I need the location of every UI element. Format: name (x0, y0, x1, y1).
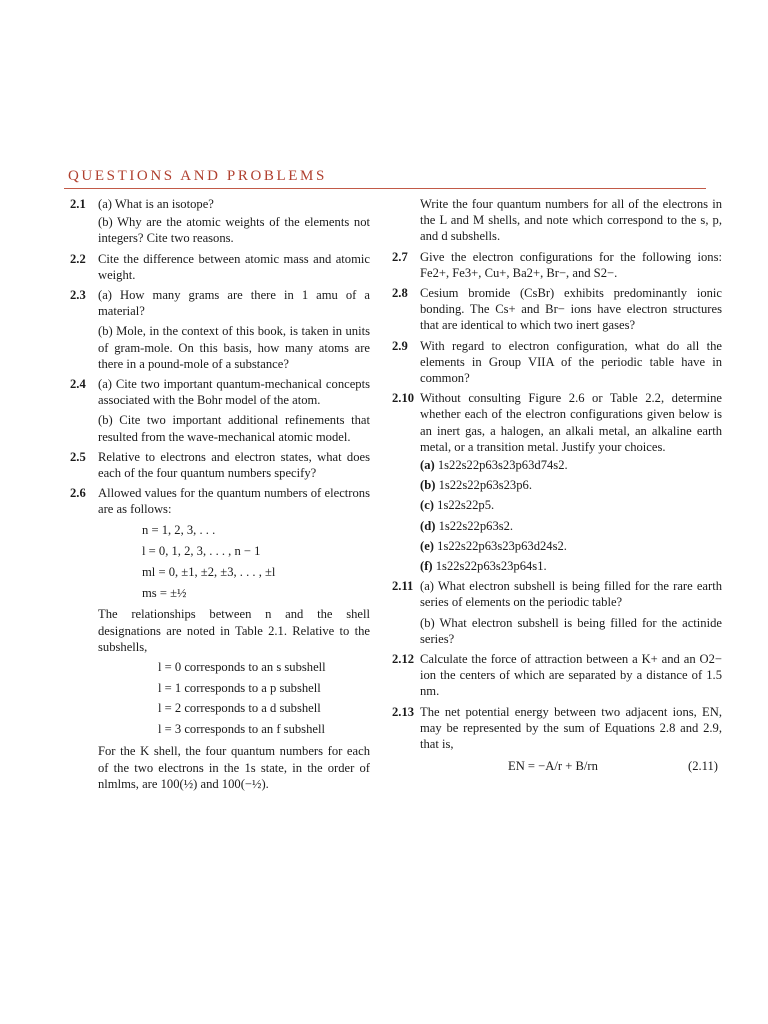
question-2-5 (70, 449, 370, 481)
question-2-2 (70, 251, 370, 283)
question-number: 2.2 (70, 251, 86, 266)
question-part-b: (b) Cite two important additional refinements that resulted from the wave-mechanical atomic model. (98, 413, 370, 444)
option-e-text: 1s22s22p63s23p63d24s2. (437, 538, 567, 553)
question-text: Give the electron configurations for the following ions: Fe2+, Fe3+, Cu+, Ba2+, Br−, and S2−. (420, 249, 722, 280)
question-2-3 (70, 287, 370, 372)
question-text: Allowed values for the quantum numbers of electrons are as follows: (98, 486, 370, 517)
subshell-d: l = 2 corresponds to a d subshell (158, 701, 321, 716)
question-2-6 (70, 485, 370, 792)
question-text: Relative to electrons and electron states, what does each of the four quantum numbers specify? (98, 449, 370, 481)
equation-2-11 (508, 758, 718, 774)
equation-n: n = 1, 2, 3, . . . (142, 522, 216, 537)
option-d: (d) 1s22s22p63s2. (420, 518, 514, 533)
option-f: (f) 1s22s22p63s23p64s1. (420, 559, 547, 574)
question-2-9 (392, 338, 722, 387)
question-text: With regard to electron configuration, what do all the elements in Group VIIA of the periodic table have in common? (420, 338, 722, 386)
equation-number: (2.11) (688, 759, 718, 774)
question-text: The net potential energy between two adjacent ions, EN, may be represented by the sum of Equations 2.8 and 2.9, that is, (420, 704, 722, 752)
question-number: 2.12 (392, 652, 415, 667)
relations-text: The relationships between n and the shell designations are noted in Table 2.1. Relative to the subshells, (98, 607, 370, 654)
option-c: (c) 1s22s22p5. (420, 498, 495, 513)
question-text: Without consulting Figure 2.6 or Table 2.2, determine whether each of the electron configurations given below is an inert gas, a halogen, an alkali metal, an alkaline earth metal, or a transition metal. Justify your choices. (420, 391, 722, 454)
question-part-b: (b) What electron subshell is being filled for the actinide series? (420, 615, 722, 646)
right-column (392, 194, 722, 779)
configuration-options (420, 457, 722, 574)
question-number: 2.6 (70, 486, 86, 501)
question-number: 2.9 (392, 338, 408, 353)
option-e: (e) 1s22s22p63s23p63d24s2. (420, 538, 567, 553)
question-2-6-continued (392, 196, 722, 245)
question-2-1 (70, 196, 370, 247)
question-number: 2.8 (392, 286, 408, 301)
option-f-text: 1s22s22p63s23p64s1. (435, 559, 547, 574)
section-heading: QUESTIONS AND PROBLEMS (68, 168, 327, 184)
k-shell-text: For the K shell, the four quantum numbers for each of the two electrons in the 1s state, in the order of nlmlms, are 100(½) and 100(−½). (98, 744, 370, 791)
question-2-10 (392, 390, 722, 574)
question-2-4 (70, 376, 370, 445)
quantum-number-equations (142, 522, 370, 602)
question-number: 2.10 (392, 391, 415, 406)
question-2-8 (392, 285, 722, 334)
option-a-text: 1s22s22p63s23p63d74s2. (437, 458, 568, 473)
option-b-text: 1s22s22p63s23p6. (438, 478, 532, 493)
question-2-12 (392, 651, 722, 700)
question-2-11 (392, 578, 722, 647)
heading-rule (64, 188, 706, 189)
question-part-a: (a) How many grams are there in 1 amu of a material? (98, 288, 370, 319)
subshell-list (158, 659, 370, 737)
question-number: 2.11 (392, 579, 414, 594)
subshell-s: l = 0 corresponds to an s subshell (158, 660, 326, 675)
subshell-f: l = 3 corresponds to an f subshell (158, 722, 325, 737)
left-column (70, 194, 370, 796)
question-part-a: (a) What electron subshell is being filled for the rare earth series of elements on the periodic table? (420, 579, 722, 610)
question-text: Calculate the force of attraction between a K+ and an O2− ion the centers of which are separated by a distance of 1.5 nm. (420, 652, 722, 699)
question-number: 2.1 (70, 197, 86, 211)
question-part-a: (a) What is an isotope? (98, 197, 214, 211)
question-2-7 (392, 249, 722, 281)
option-b: (b) 1s22s22p63s23p6. (420, 478, 532, 493)
option-a: (a) 1s22s22p63s23p63d74s2. (420, 458, 568, 473)
equation-l: l = 0, 1, 2, 3, . . . , n − 1 (142, 543, 261, 558)
continued-text: Write the four quantum numbers for all of the electrons in the L and M shells, and note which correspond to the s, p, and d subshells. (420, 197, 722, 244)
equation-ms: ms = ±½ (142, 586, 187, 601)
equation-expression: EN = −A/r + B/rn (508, 759, 598, 774)
question-part-b: (b) Mole, in the context of this book, is taken in units of gram-mole. On this basis, how many atoms are there in a pound-mole of a substance? (98, 324, 370, 371)
question-part-b: (b) Why are the atomic weights of the elements not integers? Cite two reasons. (98, 215, 370, 246)
question-part-a: (a) Cite two important quantum-mechanical concepts associated with the Bohr model of the atom. (98, 377, 370, 408)
option-d-text: 1s22s22p63s2. (438, 518, 514, 533)
question-text: Cesium bromide (CsBr) exhibits predominantly ionic bonding. The Cs+ and Br− ions have electron structures that are identical to which two inert gases? (420, 286, 722, 333)
question-text: Cite the difference between atomic mass and atomic weight. (98, 251, 370, 282)
question-number: 2.3 (70, 288, 86, 303)
question-number: 2.4 (70, 377, 86, 392)
equation-ml: ml = 0, ±1, ±2, ±3, . . . , ±l (142, 565, 276, 580)
question-number: 2.7 (392, 249, 408, 264)
question-number: 2.13 (392, 704, 415, 719)
subshell-p: l = 1 corresponds to a p subshell (158, 680, 321, 695)
question-2-13 (392, 704, 722, 775)
question-number: 2.5 (70, 449, 86, 464)
option-c-text: 1s22s22p5. (437, 498, 495, 513)
